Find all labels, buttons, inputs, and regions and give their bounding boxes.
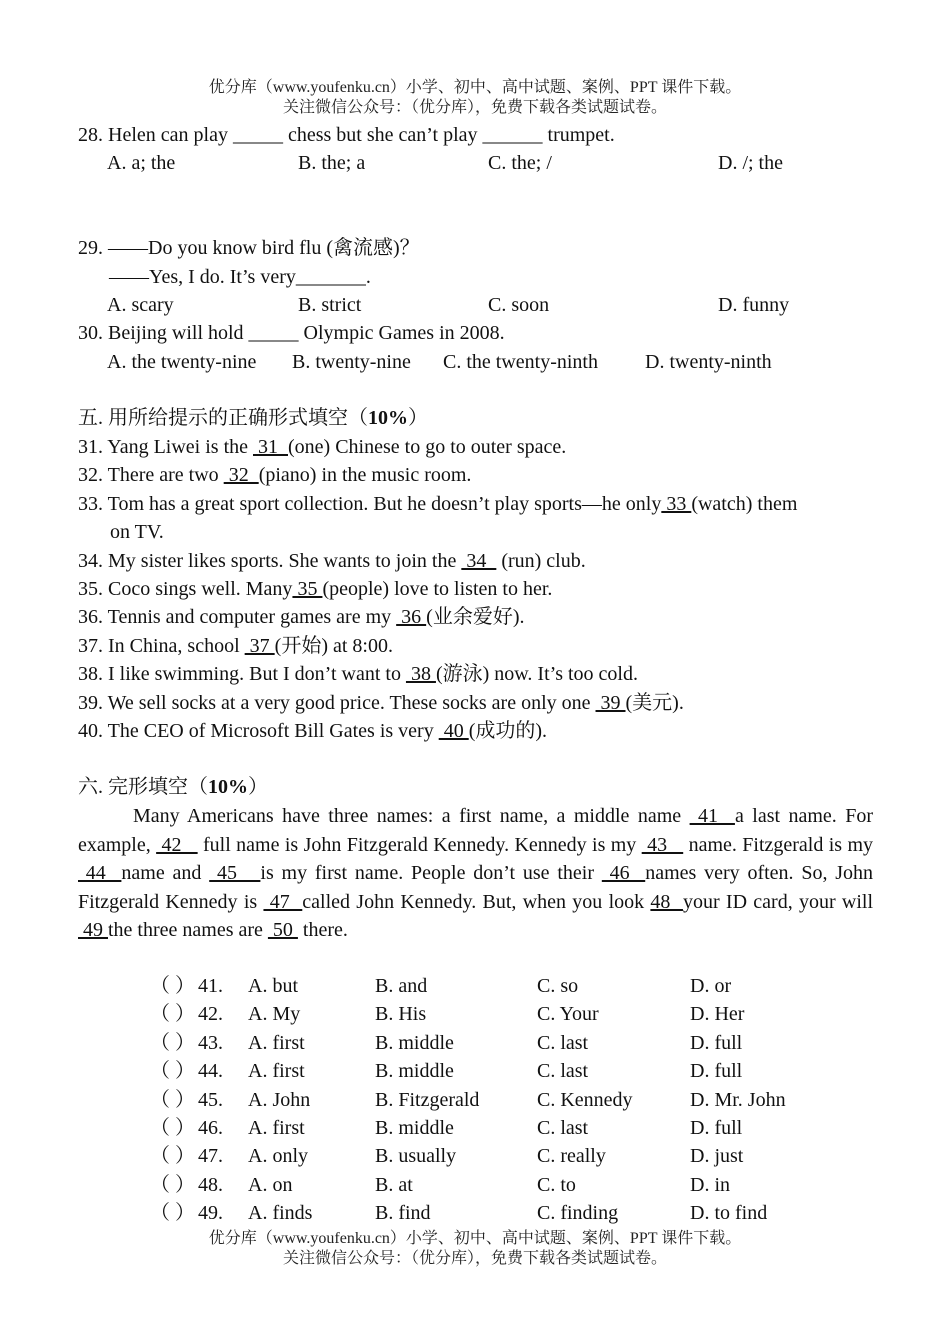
answer-bracket: （ ） [150, 1145, 195, 1168]
question-33: 33. Tom has a great sport collection. But he doesn’t play sports—he only 33 (watch) them [78, 493, 798, 515]
option-d: D. just [690, 1145, 744, 1168]
question-number: 44. [198, 1060, 223, 1083]
cloze-question-row [150, 1171, 850, 1199]
option-b: B. find [375, 1202, 431, 1225]
blank-41: 41 [689, 805, 735, 827]
option-b: B. middle [375, 1060, 454, 1083]
option-d: D. Her [690, 1003, 745, 1026]
q29-option-d: D. funny [718, 294, 790, 316]
question-40: 40. The CEO of Microsoft Bill Gates is very 40 (成功的). [78, 720, 548, 742]
section-5-title: 五. 用所给提示的正确形式填空（10%） [78, 407, 428, 429]
option-d: D. full [690, 1117, 743, 1139]
question-number: 47. [198, 1145, 223, 1168]
question-number: 49. [198, 1202, 223, 1225]
option-a: A. first [248, 1060, 305, 1083]
question-29-reply: ——Yes, I do. It’s very_______. [109, 266, 371, 288]
option-a: A. but [248, 975, 298, 997]
question-number: 48. [198, 1173, 223, 1196]
option-c: C. to [537, 1173, 576, 1196]
blank-49: 49 [78, 919, 108, 941]
option-b: B. at [375, 1173, 413, 1196]
q30-option-d: D. twenty-ninth [645, 351, 772, 373]
q30-option-b: B. twenty-nine [292, 351, 411, 373]
q28-option-c: C. the; / [488, 152, 552, 174]
q28-option-b: B. the; a [298, 152, 366, 174]
option-c: C. last [537, 1117, 589, 1139]
question-29-stem: 29. ——Do you know bird flu (禽流感)？ [78, 237, 420, 259]
q29-option-c: C. soon [488, 294, 550, 316]
answer-bracket: （ ） [150, 1003, 195, 1026]
option-c: C. really [537, 1145, 606, 1168]
question-30-stem: 30. Beijing will hold _____ Olympic Games in 2008. [78, 322, 505, 344]
blank-50: 50 [267, 919, 298, 941]
option-c: C. last [537, 1031, 589, 1054]
footer-line-1: 优分库（www.youfenku.cn）小学、初中、高中试题、案例、PPT 课件下载。 [208, 1230, 742, 1247]
option-d: D. full [690, 1060, 743, 1083]
blank-35: 35 [292, 578, 323, 600]
q29-option-b: B. strict [298, 294, 362, 316]
answer-bracket: （ ） [150, 1202, 195, 1225]
option-c: C. so [537, 975, 579, 997]
footer-line-2: 关注微信公众号：（优分库），免费下载各类试题试卷。 [282, 1250, 667, 1267]
option-c: C. last [537, 1060, 589, 1083]
q28-option-d: D. /; the [718, 152, 783, 174]
blank-40: 40 [438, 720, 469, 742]
cloze-question-row [150, 1114, 850, 1142]
blank-34: 34 [461, 550, 497, 572]
cloze-passage: Many Americans have three names: a first name, a middle name 41 a last name. For example, 42 full name is John Fitzgerald Kennedy. Kennedy is my 43 name. Fitzgerald is my 44 name and 45 is my first name. People don’t use their 46 names very often. So, John Fitzgerald Kennedy is 47 called John Kennedy. But, when you look 48 your ID card, your will 49 the three names are 50 there. [78, 805, 874, 941]
question-31: 31. Yang Liwei is the 31 (one) Chinese to go to outer space. [78, 436, 567, 458]
answer-bracket: （ ） [150, 1173, 195, 1196]
cloze-question-row [150, 1000, 850, 1028]
option-a: A. on [248, 1173, 293, 1196]
question-39: 39. We sell socks at a very good price. These socks are only one 39 (美元). [78, 692, 684, 714]
blank-37: 37 [244, 635, 275, 657]
question-number: 43. [198, 1031, 223, 1054]
option-a: A. My [248, 1003, 301, 1026]
option-b: B. His [375, 1003, 427, 1026]
option-c: C. finding [537, 1202, 619, 1225]
question-34: 34. My sister likes sports. She wants to join the 34 (run) club. [78, 550, 586, 572]
question-number: 42. [198, 1003, 223, 1026]
question-37: 37. In China, school 37 (开始) at 8:00. [78, 635, 393, 657]
option-c: C. Your [537, 1003, 599, 1026]
answer-bracket: （ ） [150, 1117, 195, 1139]
option-c: C. Kennedy [537, 1088, 633, 1111]
blank-45: 45 [209, 862, 261, 884]
blank-36: 36 [396, 606, 427, 628]
q30-option-a: A. the twenty-nine [107, 351, 257, 373]
option-d: D. Mr. John [690, 1088, 786, 1111]
question-number: 46. [198, 1117, 223, 1139]
answer-bracket: （ ） [150, 1060, 195, 1083]
option-d: D. or [690, 975, 732, 997]
option-b: B. usually [375, 1145, 457, 1168]
question-36: 36. Tennis and computer games are my 36 (业余爱好). [78, 606, 525, 628]
blank-43: 43 [641, 833, 684, 856]
cloze-question-row [150, 1029, 850, 1057]
cloze-question-row [150, 1142, 850, 1170]
option-b: B. middle [375, 1117, 454, 1139]
question-number: 41. [198, 975, 223, 997]
blank-46: 46 [601, 862, 646, 884]
question-38: 38. I like swimming. But I don’t want to 38 (游泳) now. It’s too cold. [78, 663, 638, 685]
option-d: D. to find [690, 1202, 768, 1225]
option-b: B. and [375, 975, 428, 997]
question-35: 35. Coco sings well. Many 35 (people) love to listen to her. [78, 578, 553, 600]
cloze-question-row [150, 1199, 850, 1227]
blank-44: 44 [78, 862, 122, 884]
option-a: A. first [248, 1117, 305, 1139]
answer-bracket: （ ） [150, 1088, 195, 1111]
answer-bracket: （ ） [150, 975, 195, 997]
q28-option-a: A. a; the [107, 152, 176, 174]
blank-48: 48 [650, 890, 683, 913]
option-a: A. only [248, 1145, 308, 1168]
cloze-question-row [150, 1086, 850, 1114]
answer-bracket: （ ） [150, 1031, 195, 1054]
blank-47: 47 [263, 890, 303, 913]
blank-32: 32 [223, 464, 259, 486]
header-line-2: 关注微信公众号：（优分库），免费下载各类试题试卷。 [282, 99, 667, 116]
option-b: B. Fitzgerald [375, 1088, 480, 1111]
blank-42: 42 [156, 833, 198, 856]
q30-option-c: C. the twenty-ninth [443, 351, 598, 373]
option-a: A. finds [248, 1202, 313, 1225]
cloze-question-row [150, 1057, 850, 1085]
question-28-stem: 28. Helen can play _____ chess but she can’t play ______ trumpet. [78, 124, 615, 146]
option-a: A. John [248, 1088, 311, 1111]
section-6-title: 六. 完形填空（10%） [78, 776, 268, 798]
option-d: D. full [690, 1031, 743, 1054]
blank-31: 31 [253, 436, 288, 458]
header-line-1: 优分库（www.youfenku.cn）小学、初中、高中试题、案例、PPT 课件下载。 [208, 79, 742, 96]
q29-option-a: A. scary [107, 294, 174, 316]
cloze-question-row [150, 972, 850, 1000]
question-33-continued: on TV. [110, 521, 164, 543]
option-d: D. in [690, 1173, 730, 1196]
blank-39: 39 [595, 692, 626, 714]
question-32: 32. There are two 32 (piano) in the music room. [78, 464, 472, 486]
option-b: B. middle [375, 1031, 454, 1054]
question-number: 45. [198, 1088, 223, 1111]
option-a: A. first [248, 1031, 305, 1054]
blank-38: 38 [405, 663, 436, 685]
blank-33: 33 [661, 493, 692, 515]
